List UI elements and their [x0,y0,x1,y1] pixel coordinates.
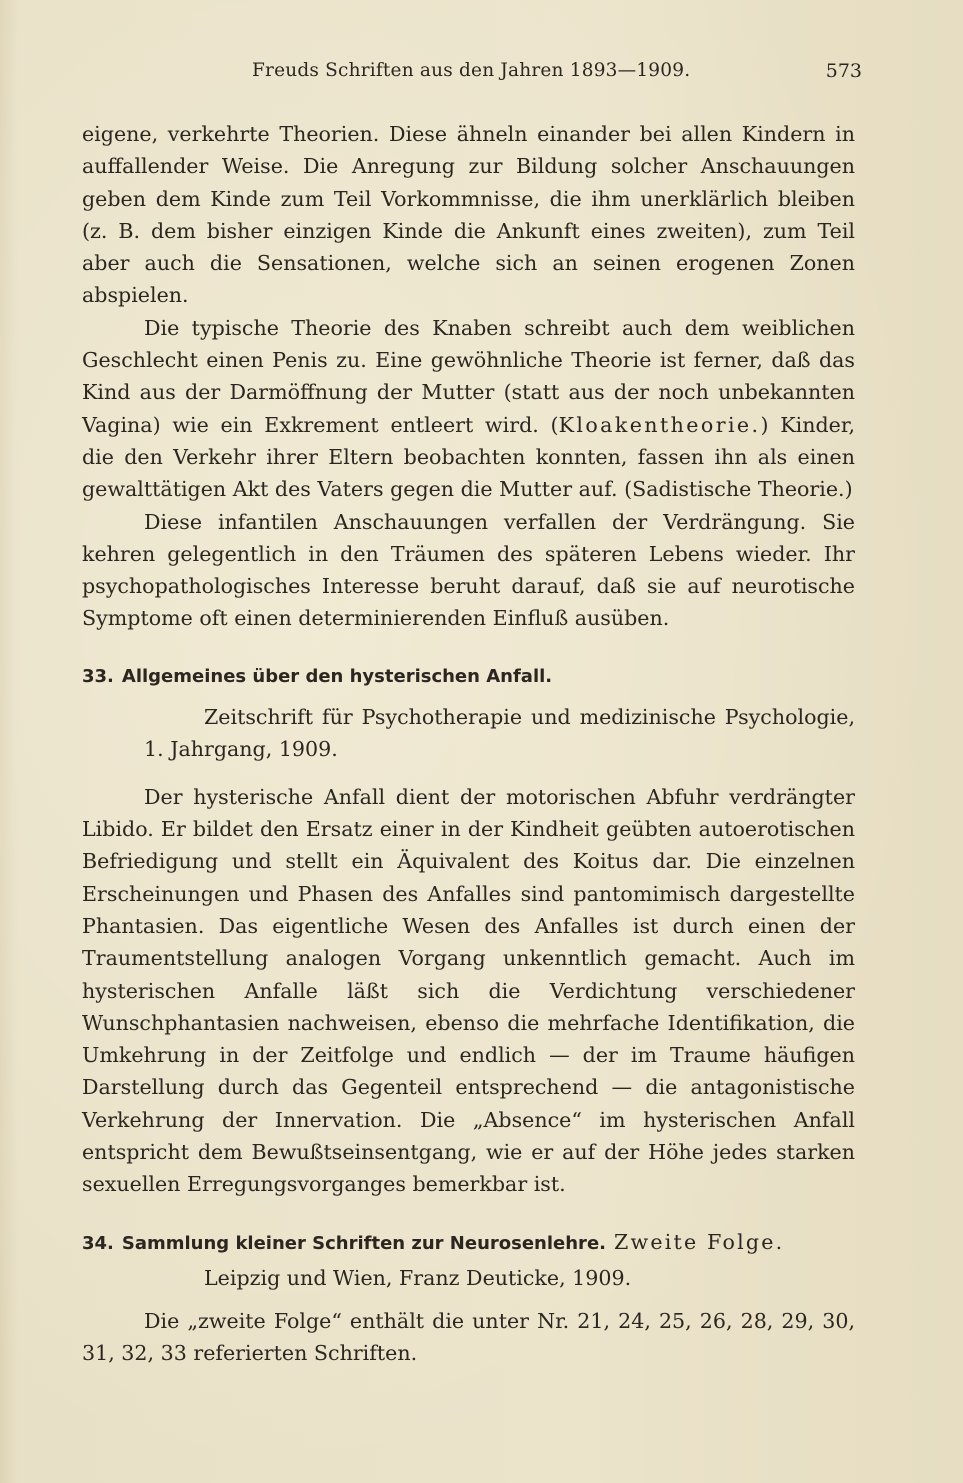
typical-theory-text-a: Die typische Theorie des Knaben schreibt auch dem weiblichen Geschlecht einen Penis zu. Eine gewöhnliche Theorie ist ferner, daß das Kind aus der Darmöffnung der Mutter (statt aus der noch unbekannten Vagina) wie ein Exkrement entleert wird. ( [82,315,855,437]
page-number: 573 [825,60,862,82]
section-33-source [82,701,855,765]
section-33-heading [82,661,855,693]
section-34-imprint: Leipzig und Wien, Franz Deuticke, 1909. [204,1265,632,1290]
typical-theory-text-b: ) Kinder, die den Verkehr ihrer Eltern beobachten konnten, fassen ihn als einen gewalttätigen Akt des Vaters gegen die Mutter auf. (Sadistische Theorie.) [82,412,855,502]
section-34-number: 34. [82,1232,114,1254]
section-33-title: Allgemeines über den hysterischen Anfall. [121,665,553,687]
running-header [82,60,862,86]
section-33-number: 33. [82,665,114,687]
term-kloakentheorie: Kloakentheorie. [558,412,761,437]
section-34-body: Die „zweite Folge“ enthält die unter Nr. 21, 24, 25, 26, 28, 29, 30, 31, 32, 33 referierten Schriften. [82,1308,855,1365]
section-34-title: Sammlung kleiner Schriften zur Neurosenlehre. [121,1232,606,1254]
running-title: Freuds Schriften aus den Jahren 1893—1909. [252,60,691,81]
section-33-source-text: Zeitschrift für Psychotherapie und medizinische Psychologie, 1. Jahrgang, 1909. [144,704,855,761]
section-34-subtitle: Zweite Folge. [613,1229,785,1254]
paragraph-repression: Diese infantilen Anschauungen verfallen der Verdrängung. Sie kehren gelegentlich in den Träumen des späteren Lebens wieder. Ihr psychopathologisches Interesse beruht darauf, daß sie auf neurotische Symptome oft einen determinierenden Einfluß ausüben. [82,509,855,631]
paragraph-theories: eigene, verkehrte Theorien. Diese ähneln einander bei allen Kindern in auffallender Weise. Die Anregung zur Bildung solcher Anschauungen geben dem Kinde zum Teil Vorkommnisse, die ihm unerklärlich bleiben (z. B. dem bisher einzigen Kinde die Ankunft eines zweiten), zum Teil aber auch die Sensationen, welche sich an seinen erogenen Zonen abspielen. [82,122,855,308]
section-33-body: Der hysterische Anfall dient der motorischen Abfuhr verdrängter Libido. Er bildet den Ersatz einer in der Kindheit geübten autoerotischen Befriedigung und stellt ein Äquivalent des Koitus dar. Die einzelnen Erscheinungen und Phasen des Anfalles sind pantomimisch dargestellte Phantasien. Das eigentliche Wesen des Anfalles ist durch einen der Traumentstellung analogen Vorgang unkenntlich gemacht. Auch im hysterischen Anfalle läßt sich die Verdichtung verschiedener Wunschphantasien nachweisen, ebenso die mehrfache Identifikation, die Umkehrung in der Zeitfolge und endlich — der im Traume häufigen Darstellung durch das Gegenteil entsprechend — die antagonistische Verkehrung der Innervation. Die „Absence“ im hysterischen Anfall entspricht dem Bewußtseinsentgang, wie er auf der Höhe jedes starken sexuellen Erregungsvorganges bemerkbar ist. [82,784,855,1197]
page-body [82,118,855,1369]
paragraph-typical-theory [82,312,855,506]
section-34-heading [82,1225,855,1261]
